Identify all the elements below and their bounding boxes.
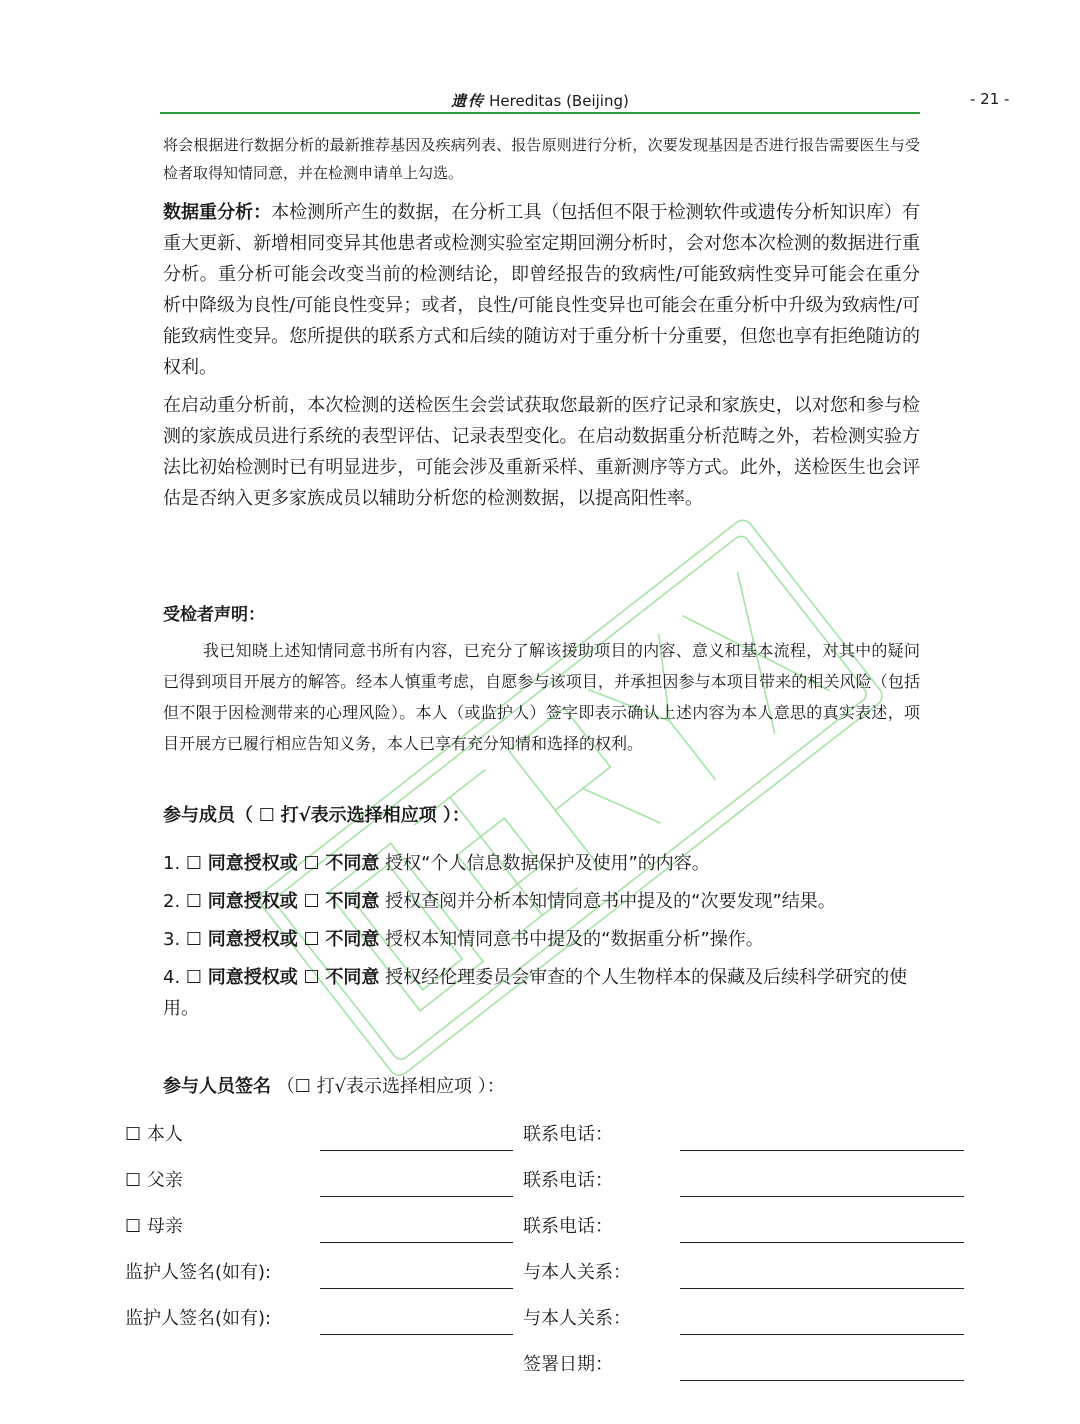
signer-father-checkbox[interactable]: ☐ 父亲 [125,1170,183,1191]
members-title-label: 参与成员（ [163,805,253,826]
phone-label: 联系电话： [523,1124,613,1145]
disagree-label: 不同意 [325,891,380,912]
signature-title-label: 参与人员签名 [163,1076,271,1097]
guardian-signature-field[interactable] [320,1288,513,1289]
guardian-relationship-field[interactable] [680,1288,964,1289]
journal-name: Hereditas (Beijing) [489,92,629,110]
guardian-relationship-field[interactable] [680,1334,964,1335]
reanalysis-paragraph [163,197,920,383]
signer-self-phone-field[interactable] [680,1150,964,1151]
member-item-1 [163,848,920,879]
signer-mother-checkbox[interactable]: ☐ 母亲 [125,1216,183,1237]
item-number: 2. [163,891,181,912]
sign-date-label: 签署日期： [523,1354,613,1375]
signature-title [163,1071,920,1102]
page-number: - 21 - [970,90,1010,108]
item-text: 授权本知情同意书中提及的“数据重分析”操作。 [385,929,764,950]
agree-label: 同意授权或 [207,891,298,912]
item-text: 授权查阅并分析本知情同意书中提及的“次要发现”结果。 [385,891,836,912]
disagree-label: 不同意 [325,853,380,874]
guardian-signature-label: 监护人签名(如有): [125,1308,272,1329]
agree-label: 同意授权或 [207,967,298,988]
item-text: 授权“个人信息数据保护及使用”的内容。 [385,853,710,874]
intro-paragraph: 将会根据进行数据分析的最新推荐基因及疾病列表、报告原则进行分析，次要发现基因是否进行报告需要医生与受检者取得知情同意，并在检测申请单上勾选。 [163,136,920,182]
signer-self-signature-field[interactable] [320,1150,513,1151]
signer-mother-phone-field[interactable] [680,1242,964,1243]
agree-checkbox[interactable]: ☐ [185,967,203,988]
relationship-label: 与本人关系： [523,1262,631,1283]
disagree-checkbox[interactable]: ☐ [303,853,320,874]
item-number: 1. [163,853,181,874]
journal-title [160,90,920,111]
reanalysis-text: 本检测所产生的数据，在分析工具（包括但不限于检测软件或遗传分析知识库）有重大更新、新增相同变异其他患者或检测实验室定期回溯分析时，会对您本次检测的数据进行重分析。重分析可能会改变当前的检测结论，即曾经报告的致病性/可能致病性变异可能会在重分析中降级为良性/可能良性变异；或者，良性/可能良性变异也可能会在重分析中升级为致病性/可能致病性变异。您所提供的联系方式和后续的随访对于重分析十分重要，但您也享有拒绝随访的权利。 [163,202,921,378]
disagree-label: 不同意 [325,929,380,950]
phone-label: 联系电话： [523,1170,613,1191]
reanalysis-label: 数据重分析： [163,202,272,223]
member-item-2 [163,886,920,917]
declaration-title: 受检者声明： [163,605,265,625]
signer-mother-signature-field[interactable] [320,1242,513,1243]
agree-checkbox[interactable]: ☐ [185,891,203,912]
guardian-signature-field[interactable] [320,1334,513,1335]
members-title [163,800,920,831]
item-number: 4. [163,967,181,988]
item-text: 授权经伦理委员会审查的个人生物样本的保藏及后续科学研究的使用。 [163,967,908,1019]
page-header [160,88,920,114]
signer-father-signature-field[interactable] [320,1196,513,1197]
guardian-signature-label: 监护人签名(如有): [125,1262,272,1283]
members-title-hint: 打√表示选择相应项 ）： [280,805,470,826]
agree-checkbox[interactable]: ☐ [185,853,203,874]
disagree-label: 不同意 [325,967,380,988]
sign-date-field[interactable] [680,1380,964,1381]
disagree-checkbox[interactable]: ☐ [303,891,320,912]
signer-self-checkbox[interactable]: ☐ 本人 [125,1124,183,1145]
signer-father-phone-field[interactable] [680,1196,964,1197]
members-title-checkbox-icon: ☐ [258,805,275,826]
item-number: 3. [163,929,181,950]
member-item-4 [163,962,920,1024]
relationship-label: 与本人关系： [523,1308,631,1329]
agree-label: 同意授权或 [207,853,298,874]
reanalysis-paragraph-2: 在启动重分析前，本次检测的送检医生会尝试获取您最新的医疗记录和家族史，以对您和参与检测的家族成员进行系统的表型评估、记录表型变化。在启动数据重分析范畴之外，若检测实验方法比初始检测时已有明显进步，可能会涉及重新采样、重新测序等方式。此外，送检医生也会评估是否纳入更多家族成员以辅助分析您的检测数据，以提高阳性率。 [163,395,920,509]
phone-label: 联系电话： [523,1216,613,1237]
disagree-checkbox[interactable]: ☐ [303,929,320,950]
member-item-3 [163,924,920,955]
declaration-paragraph: 我已知晓上述知情同意书所有内容，已充分了解该援助项目的内容、意义和基本流程，对其中的疑问已得到项目开展方的解答。经本人慎重考虑，自愿参与该项目，并承担因参与本项目带来的相关风险（包括但不限于因检测带来的心理风险）。本人（或监护人）签字即表示确认上述内容为本人意思的真实表述，项目开展方已履行相应告知义务，本人已享有充分知情和选择的权利。 [163,641,920,753]
signature-title-hint: （☐ 打√表示选择相应项 ）： [276,1076,505,1097]
journal-logo-text: 遗传 [451,92,486,110]
agree-checkbox[interactable]: ☐ [185,929,203,950]
agree-label: 同意授权或 [207,929,298,950]
disagree-checkbox[interactable]: ☐ [303,967,320,988]
